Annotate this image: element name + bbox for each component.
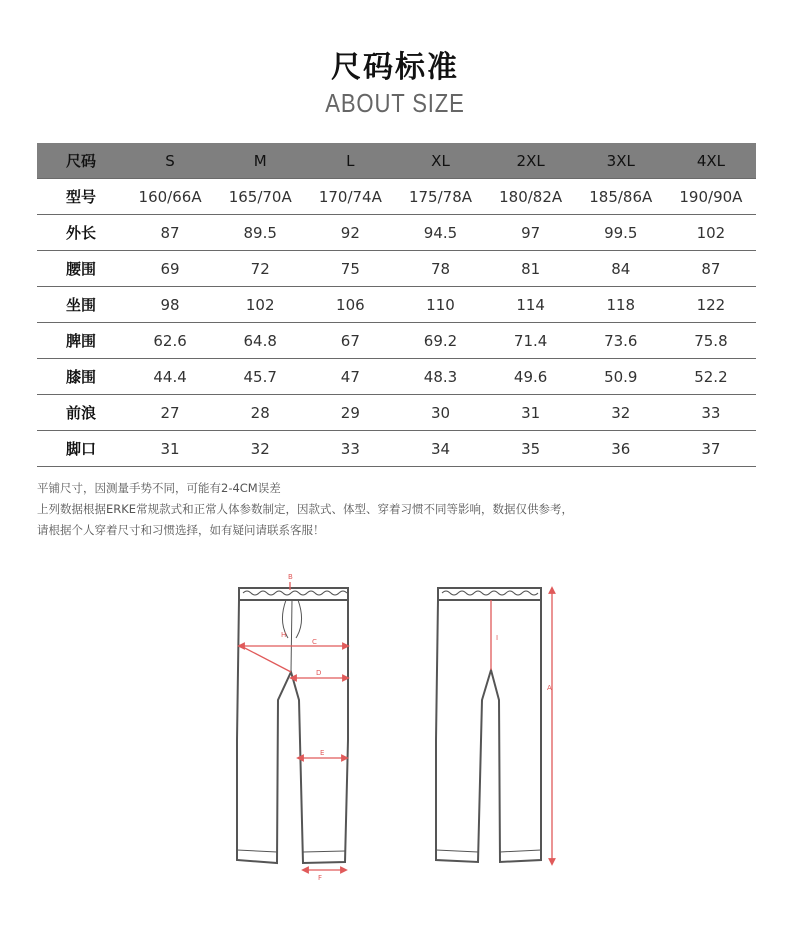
- pants-front-view: [237, 588, 348, 863]
- size-column-header: 3XL: [576, 143, 666, 179]
- table-cell: 180/82A: [486, 179, 576, 215]
- back-waist-elastic: [442, 591, 538, 595]
- front-fly: [291, 600, 292, 672]
- table-cell: 75: [305, 251, 395, 287]
- front-hem: [237, 850, 345, 852]
- size-table: [37, 143, 756, 467]
- table-cell: 62.6: [125, 323, 215, 359]
- row-label: 坐围: [37, 287, 125, 323]
- table-cell: 44.4: [125, 359, 215, 395]
- size-column-header: 2XL: [486, 143, 576, 179]
- size-column-header: L: [305, 143, 395, 179]
- table-cell: 92: [305, 215, 395, 251]
- table-cell: 98: [125, 287, 215, 323]
- row-label: 膝围: [37, 359, 125, 395]
- table-cell: 89.5: [215, 215, 305, 251]
- table-cell: 99.5: [576, 215, 666, 251]
- table-cell: 175/78A: [395, 179, 485, 215]
- header-corner: 尺码: [37, 143, 125, 179]
- row-label: 前浪: [37, 395, 125, 431]
- size-notes: [37, 478, 573, 541]
- table-row: [37, 395, 756, 431]
- measure-front-rise-line: [239, 645, 291, 672]
- table-cell: 190/90A: [666, 179, 756, 215]
- size-header-row: [37, 143, 756, 179]
- front-measurements: [239, 582, 346, 870]
- table-row: [37, 287, 756, 323]
- table-cell: 170/74A: [305, 179, 395, 215]
- table-cell: 118: [576, 287, 666, 323]
- table-cell: 102: [666, 215, 756, 251]
- table-row: [37, 431, 756, 467]
- note-line: 上列数据根据ERKE常规款式和正常人体参数制定，因款式、体型、穿着习惯不同等影响，数据仅供参考，: [37, 502, 574, 516]
- table-cell: 87: [125, 215, 215, 251]
- table-row: [37, 323, 756, 359]
- table-cell: 67: [305, 323, 395, 359]
- table-cell: 32: [215, 431, 305, 467]
- table-cell: 50.9: [576, 359, 666, 395]
- front-waist-elastic: [243, 591, 347, 595]
- label-a: A: [547, 684, 552, 692]
- table-cell: 69.2: [395, 323, 485, 359]
- table-cell: 110: [395, 287, 485, 323]
- table-cell: 87: [666, 251, 756, 287]
- label-f: F: [318, 874, 323, 882]
- size-column-header: 4XL: [666, 143, 756, 179]
- table-cell: 102: [215, 287, 305, 323]
- table-cell: 30: [395, 395, 485, 431]
- page-title: 尺码标准: [331, 50, 459, 85]
- page-subtitle: ABOUT SIZE: [325, 88, 465, 118]
- table-cell: 73.6: [576, 323, 666, 359]
- table-cell: 35: [486, 431, 576, 467]
- table-cell: 165/70A: [215, 179, 305, 215]
- label-b: B: [288, 573, 293, 581]
- table-cell: 27: [125, 395, 215, 431]
- table-cell: 94.5: [395, 215, 485, 251]
- table-cell: 106: [305, 287, 395, 323]
- table-row: [37, 179, 756, 215]
- back-outline: [436, 600, 541, 862]
- table-row: [37, 359, 756, 395]
- table-cell: 71.4: [486, 323, 576, 359]
- table-cell: 31: [486, 395, 576, 431]
- table-cell: 64.8: [215, 323, 305, 359]
- table-cell: 75.8: [666, 323, 756, 359]
- label-i: I: [496, 634, 499, 642]
- size-column-header: S: [125, 143, 215, 179]
- table-cell: 48.3: [395, 359, 485, 395]
- table-row: [37, 251, 756, 287]
- table-cell: 29: [305, 395, 395, 431]
- note-line: 平铺尺寸，因测量手势不同，可能有2-4CM误差: [37, 481, 281, 495]
- table-cell: 160/66A: [125, 179, 215, 215]
- table-cell: 45.7: [215, 359, 305, 395]
- table-cell: 84: [576, 251, 666, 287]
- back-hem: [436, 850, 541, 852]
- table-cell: 36: [576, 431, 666, 467]
- note-line: 请根据个人穿着尺寸和习惯选择，如有疑问请联系客服！: [37, 523, 325, 537]
- table-cell: 52.2: [666, 359, 756, 395]
- table-cell: 37: [666, 431, 756, 467]
- table-cell: 31: [125, 431, 215, 467]
- front-outline: [237, 600, 348, 863]
- table-cell: 33: [305, 431, 395, 467]
- size-column-header: XL: [395, 143, 485, 179]
- table-cell: 185/86A: [576, 179, 666, 215]
- table-cell: 78: [395, 251, 485, 287]
- table-cell: 69: [125, 251, 215, 287]
- label-c: C: [312, 638, 317, 646]
- row-label: 型号: [37, 179, 125, 215]
- label-d: D: [316, 669, 322, 677]
- row-label: 脾围: [37, 323, 125, 359]
- label-e: E: [320, 749, 325, 757]
- table-cell: 97: [486, 215, 576, 251]
- size-column-header: M: [215, 143, 305, 179]
- row-label: 脚口: [37, 431, 125, 467]
- row-label: 外长: [37, 215, 125, 251]
- table-cell: 28: [215, 395, 305, 431]
- measurement-diagram: [0, 560, 790, 890]
- table-row: [37, 215, 756, 251]
- row-label: 腰围: [37, 251, 125, 287]
- table-cell: 47: [305, 359, 395, 395]
- table-cell: 72: [215, 251, 305, 287]
- table-cell: 114: [486, 287, 576, 323]
- table-cell: 122: [666, 287, 756, 323]
- table-cell: 33: [666, 395, 756, 431]
- table-cell: 81: [486, 251, 576, 287]
- table-cell: 34: [395, 431, 485, 467]
- table-cell: 32: [576, 395, 666, 431]
- pants-back-view: [436, 588, 541, 862]
- label-h: H: [281, 631, 287, 639]
- table-cell: 49.6: [486, 359, 576, 395]
